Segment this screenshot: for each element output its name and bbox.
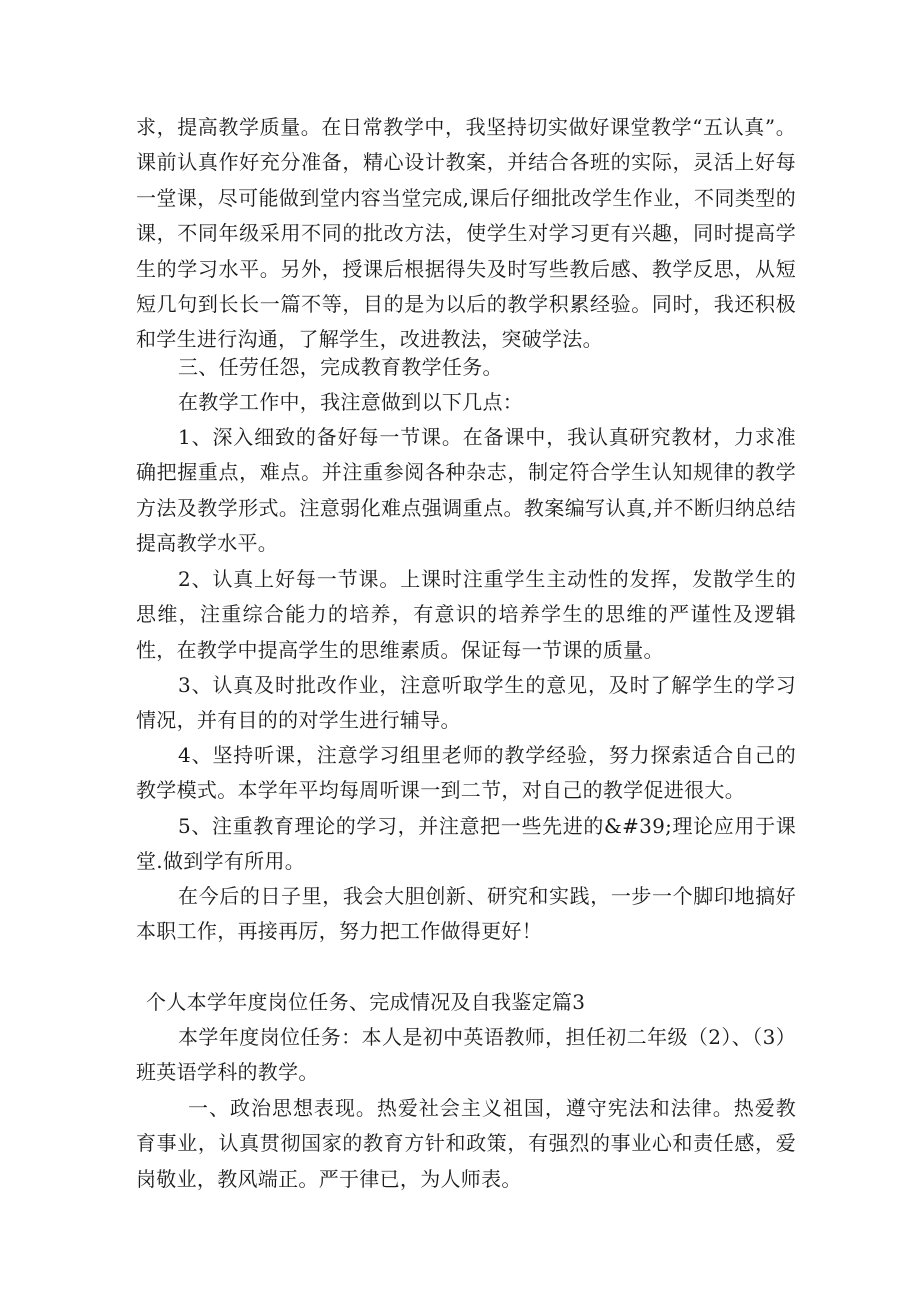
paragraph-point-1: 1、深入细致的备好每一节课。在备课中，我认真研究教材，力求准确把握重点，难点。并注重参阅各种杂志，制定符合学生认知规律的教学方法及教学形式。注意弱化难点强调重点。教案编写认真,并不断归纳总结提高教学水平。 [136, 425, 796, 556]
paragraph-point-3: 3、认真及时批改作业，注意听取学生的意见，及时了解学生的学习情况，并有目的的对学生进行辅导。 [136, 673, 796, 733]
paragraph-teaching-points-intro: 在教学工作中，我注意做到以下几点： [178, 390, 524, 414]
paragraph-point-5: 5、注重教育理论的学习，并注意把一些先进的&#39;理论应用于课堂.做到学有所用。 [136, 814, 796, 874]
paragraph-point-2: 2、认真上好每一节课。上课时注重学生主动性的发挥，发散学生的思维，注重综合能力的培养，有意识的培养学生的思维的严谨性及逻辑性，在教学中提高学生的思维素质。保证每一节课的质量。 [136, 567, 796, 662]
paragraph-political-performance: 一、政治思想表现。热爱社会主义祖国，遵守宪法和法律。热爱教育事业，认真贯彻国家的教育方针和政策，有强烈的事业心和责任感，爱岗敬业，教风端正。严于律已，为人师表。 [136, 1096, 796, 1191]
paragraph-teaching-quality: 求，提高教学质量。在日常教学中，我坚持切实做好课堂教学“五认真”。课前认真作好充分准备，精心设计教案，并结合各班的实际，灵活上好每一堂课，尽可能做到堂内容当堂完成,课后仔细批改学生作业，不同类型的课，不同年级采用不同的批改方法，使学生对学习更有兴趣，同时提高学生的学习水平。另外，授课后根据得失及时写些教后感、教学反思，从短短几句到长长一篇不等，目的是为以后的教学积累经验。同时，我还积极和学生进行沟通，了解学生，改进教法，突破学法。 [136, 115, 796, 352]
section-title: 个人本学年度岗位任务、完成情况及自我鉴定篇3 [146, 990, 586, 1014]
paragraph-closing: 在今后的日子里，我会大胆创新、研究和实践，一步一个脚印地搞好本职工作，再接再厉，努力把工作做得更好！ [136, 884, 796, 944]
paragraph-point-4: 4、坚持听课，注意学习组里老师的教学经验，努力探索适合自己的教学模式。本学年平均每周听课一到二节，对自己的教学促进很大。 [136, 743, 796, 803]
paragraph-job-duties: 本学年度岗位任务：本人是初中英语教师，担任初二年级（2）、（3）班英语学科的教学。 [136, 1025, 796, 1085]
paragraph-section-three-heading: 三、任劳任怨，完成教育教学任务。 [178, 355, 503, 379]
